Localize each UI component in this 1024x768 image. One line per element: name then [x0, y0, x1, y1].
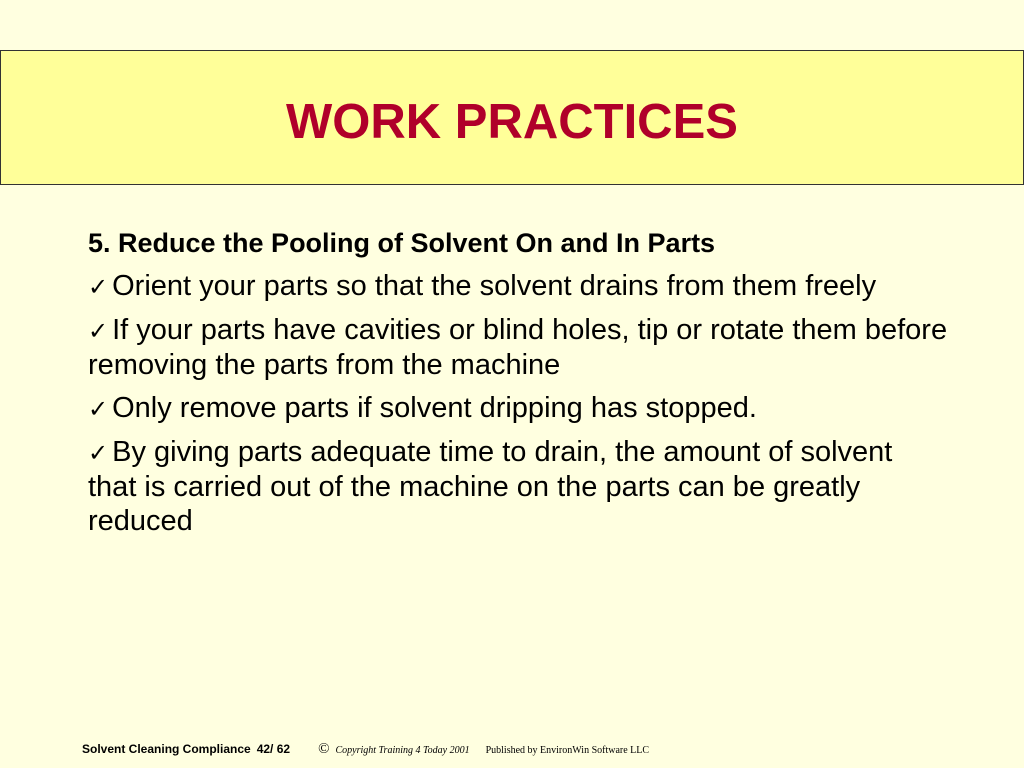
copyright-text: Copyright Training 4 Today 2001 — [335, 745, 470, 756]
bullet-text: By giving parts adequate time to drain, the amount of solvent that is carried out of the machine on the parts can be greatly reduced — [88, 436, 893, 537]
bullet-text: Only remove parts if solvent dripping has stopped. — [112, 392, 757, 424]
slide-title: WORK PRACTICES — [286, 94, 738, 149]
check-icon: ✓ — [88, 395, 109, 423]
bullet-item — [88, 391, 948, 426]
bullet-item — [88, 313, 948, 382]
bullet-item — [88, 269, 948, 304]
title-banner — [0, 50, 1024, 185]
section-heading: 5. Reduce the Pooling of Solvent On and In Parts — [88, 228, 716, 258]
bullet-text: Orient your parts so that the solvent drains from them freely — [112, 270, 877, 302]
publisher-text: Published by EnvironWin Software LLC — [485, 745, 650, 756]
footer-title: Solvent Cleaning Compliance — [82, 742, 251, 756]
slide-footer — [82, 741, 649, 757]
bullet-item — [88, 435, 948, 538]
check-icon: ✓ — [88, 273, 109, 301]
check-icon: ✓ — [88, 439, 109, 467]
copyright-icon: © — [318, 741, 330, 757]
check-icon: ✓ — [88, 317, 109, 345]
bullet-text: If your parts have cavities or blind holes, tip or rotate them before removing the parts from the machine — [88, 314, 948, 381]
slide-body — [88, 226, 948, 547]
page-number: 42/ 62 — [256, 742, 291, 756]
